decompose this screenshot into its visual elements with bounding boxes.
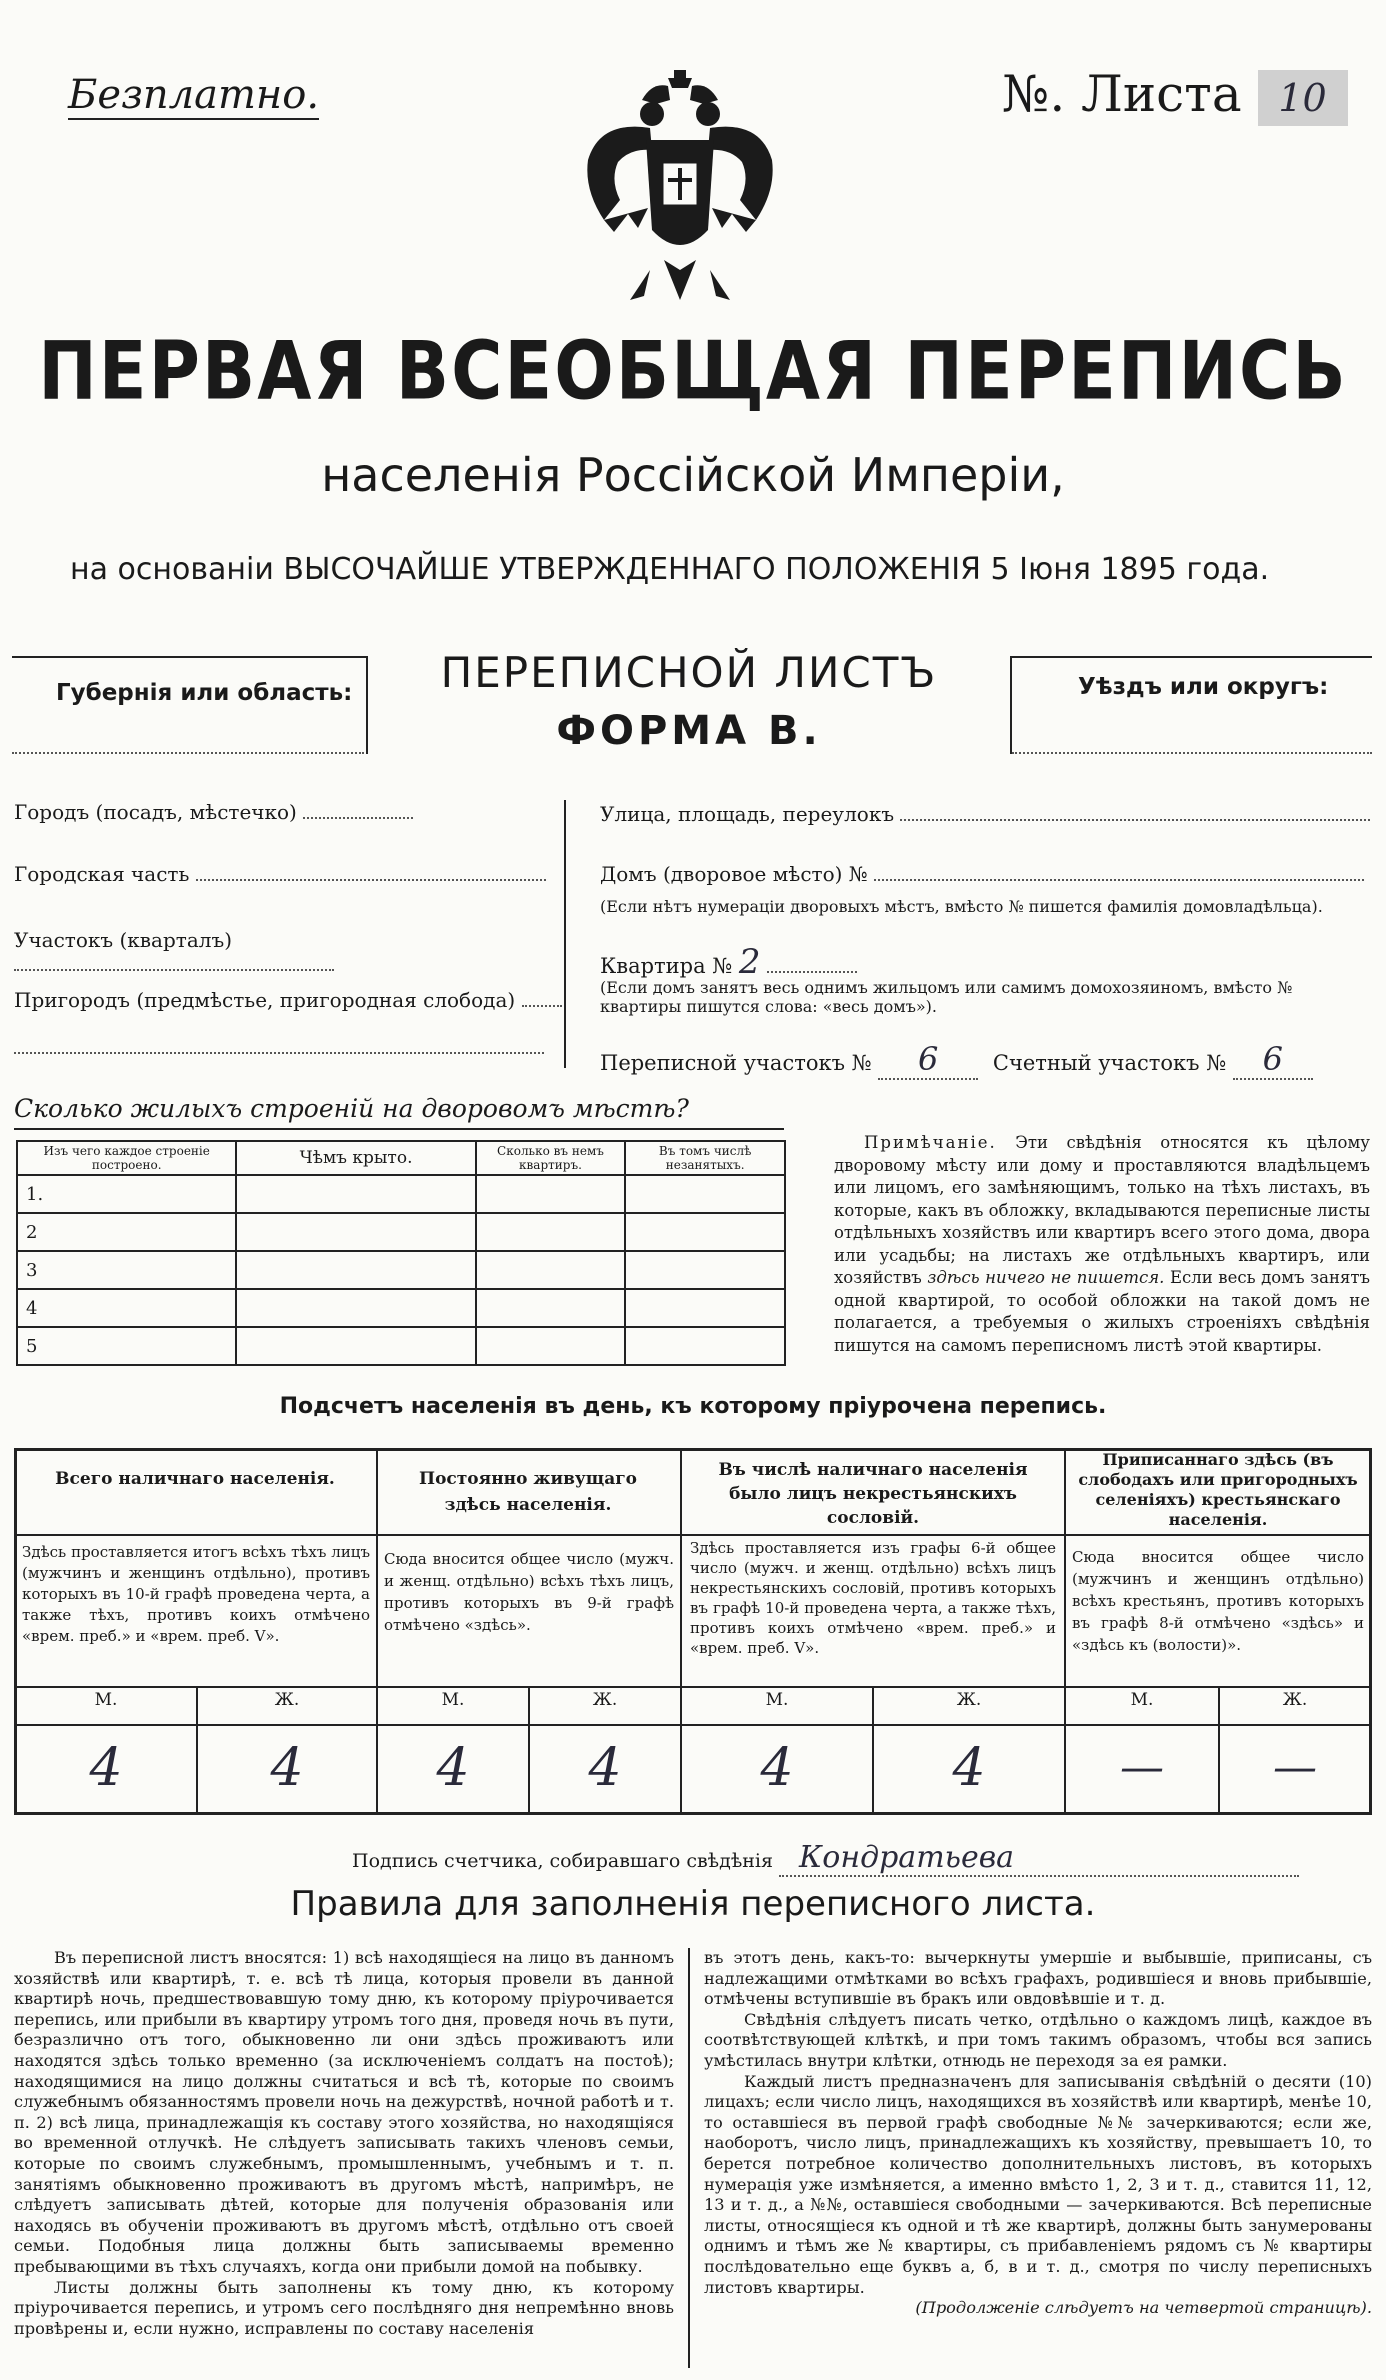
- rules-left-para-2: Листы должны быть заполнены къ тому дню, къ которому пріурочивается перепись, и утромъ сего послѣдняго дня непремѣнно вновь провѣрены и, если нужно, исправлены по составу населенія: [14, 2277, 674, 2338]
- count-section-value: 6: [1233, 1040, 1313, 1080]
- rules-title: Правила для заполненія переписного листа.: [290, 1884, 1096, 1924]
- note-label: Примѣчаніе.: [864, 1133, 997, 1152]
- pop-col-2-m-label: М.: [441, 1690, 465, 1710]
- district-field[interactable]: [1012, 752, 1372, 754]
- table-row[interactable]: [17, 1175, 785, 1213]
- rules-right-para-1: въ этотъ день, какъ-то: вычеркнуты умершіе и выбывшіе, приписаны, съ надлежащими отмѣтками во всѣхъ графахъ, родившіеся и вновь прибывшіе, отмѣчены вступившіе въ бракъ или овдовѣвшіе и т. д.: [704, 1948, 1372, 2009]
- pop-col-4-m-label: М.: [1130, 1690, 1154, 1710]
- pop-col-3-f-value: 4: [952, 1738, 986, 1798]
- city-label: Городъ (посадъ, мѣстечко): [14, 800, 297, 824]
- rules-continued: (Продолженіе слѣдуетъ на четвертой страницѣ).: [915, 2298, 1372, 2318]
- suburb-field[interactable]: [14, 1052, 544, 1054]
- province-label: Губернія или область:: [56, 680, 353, 706]
- census-section-label: Переписной участокъ №: [600, 1051, 872, 1075]
- pop-col-3-heading: Въ числѣ наличнаго населенія было лицъ некрестьянскихъ сословій.: [718, 1460, 1028, 1528]
- rules-left-para-1: Въ переписной листъ вносятся: 1) всѣ находящіеся на лицо въ данномъ хозяйствѣ или квартирѣ, т. е. всѣ тѣ лица, которыя провели въ данной квартирѣ ночь, предшествовавшую тому дню, къ которому пріурочивается перепись, или прибыли въ квартиру утромъ того дня, проведя ночь въ пути, безразлично отъ того, обыкновенно ли они здѣсь проживаютъ или находятся здѣсь только временно (за исключеніемъ солдатъ на постоѣ); находящимися на лицо должны считаться и всѣ тѣ, которые по своимъ служебнымъ обязанностямъ провели ночь на дежурствѣ, ночной работѣ и т. п. 2) всѣ лица, принадлежащія къ составу этого хозяйства, но находящіяся во временной отлучкѣ. Не слѣдуетъ записывать такихъ членовъ семьи, которые по своимъ служебнымъ, промышленнымъ, учебнымъ и т. п. занятіямъ обыкновенно проживаютъ въ другомъ мѣстѣ, напримѣръ, не слѣдуетъ записывать дѣтей, которые для полученія образованія или находясь въ обученіи проживаютъ въ другомъ мѣстѣ, отдѣльно отъ своей семьи. Подобныя лица должны быть записываемы временно пребывающими въ тѣхъ случаяхъ, когда они прибыли домой на побывку.: [14, 1948, 674, 2276]
- house-note: (Если нѣтъ нумераціи дворовыхъ мѣстъ, вмѣсто № пишется фамилія домовладѣльца).: [600, 897, 1323, 916]
- decree-basis: на основаніи ВЫСОЧАЙШЕ УТВЕРЖДЕННАГО ПОЛОЖЕНІЯ 5 Іюня 1895 года.: [70, 552, 1270, 587]
- pop-col-2-heading: Постоянно живущаго здѣсь населенія.: [419, 1469, 637, 1515]
- pop-col-3-f-label: Ж.: [956, 1690, 982, 1710]
- apartment-value: 2: [738, 942, 761, 982]
- free-label: Безплатно.: [68, 72, 320, 118]
- col-vacant: Въ томъ числѣ незанятыхъ.: [625, 1141, 785, 1175]
- pop-col-4-f-value: —: [1273, 1742, 1317, 1793]
- house-line[interactable]: [600, 862, 1370, 886]
- suburb-label: Пригородъ (предмѣстье, пригородная слобода): [14, 988, 516, 1012]
- form-type: ФОРМА В.: [556, 708, 822, 754]
- pop-col-4-heading: Приписаннаго здѣсь (въ слободахъ или пригородныхъ селеніяхъ) крестьянскаго населенія.: [1078, 1450, 1358, 1529]
- count-section-label: Счетный участокъ №: [992, 1051, 1227, 1075]
- signature-value: Кондратьева: [779, 1840, 1299, 1877]
- col-apartments: Сколько въ немъ квартиръ.: [476, 1141, 626, 1175]
- precinct-line[interactable]: [14, 928, 550, 976]
- pop-col-4-desc: Сюда вносится общее число (мужчинъ и женщинъ отдѣльно) всѣхъ крестьянъ, противъ которыхъ въ графѣ 8-й отмѣчено «здѣсь» и «здѣсь къ (волости)».: [1072, 1548, 1364, 1654]
- pop-col-1-f-label: Ж.: [274, 1690, 300, 1710]
- pop-col-3-desc: Здѣсь проставляется изъ графы 6-й общее число (мужч. и женщ. отдѣльно) всѣхъ лицъ некрестьянскихъ сословій, противъ которыхъ въ графѣ 10-й проведена черта, а также тѣхъ, противъ коихъ отмѣчено «врем. преб.» и «врем. преб. V».: [690, 1539, 1056, 1657]
- note-block: [834, 1132, 1370, 1357]
- pop-col-4-m-value: —: [1120, 1742, 1164, 1793]
- pop-col-2-f-value: 4: [588, 1738, 622, 1798]
- row-number: 1.: [17, 1175, 236, 1213]
- rules-right-column: [704, 1948, 1372, 2319]
- buildings-question: Сколько жилыхъ строеній на дворовомъ мѣстѣ?: [14, 1094, 689, 1123]
- pop-col-3-m-label: М.: [765, 1690, 789, 1710]
- pop-col-4-f-label: Ж.: [1282, 1690, 1308, 1710]
- rules-left-column: [14, 1948, 674, 2339]
- sheet-number-value: 10: [1258, 70, 1348, 126]
- row-number: 3: [17, 1251, 236, 1289]
- table-row[interactable]: [17, 1289, 785, 1327]
- row-number: 4: [17, 1289, 236, 1327]
- pop-col-1-m-value: 4: [89, 1738, 123, 1798]
- city-line[interactable]: [14, 800, 550, 824]
- buildings-table: [16, 1140, 786, 1366]
- census-section-value: 6: [878, 1040, 978, 1080]
- page-title: ПЕРВАЯ ВСЕОБЩАЯ ПЕРЕПИСЬ: [38, 323, 1348, 419]
- form-title: ПЕРЕПИСНОЙ ЛИСТЪ: [440, 648, 938, 697]
- note-text-em: здѣсь ничего не пишется.: [927, 1268, 1165, 1287]
- pop-col-2-f-label: Ж.: [592, 1690, 618, 1710]
- pop-col-1-f-value: 4: [270, 1738, 304, 1798]
- note-text-a: Эти свѣдѣнія относятся къ цѣлому дворовому мѣсту или дому и проставляются владѣльцемъ или лицомъ, его замѣняющимъ, только на тѣхъ листахъ, въ которые, какъ въ обложку, вкладываются переписные листы отдѣльныхъ хозяйствъ или квартиръ всего этого дома, двора или усадьбы; на листахъ же отдѣльныхъ квартиръ, или хозяйствъ: [834, 1133, 1370, 1287]
- province-field[interactable]: [12, 752, 364, 754]
- house-label: Домъ (дворовое мѣсто) №: [600, 862, 868, 886]
- imperial-eagle-emblem: [580, 70, 780, 320]
- precinct-label: Участокъ (кварталъ): [14, 928, 232, 952]
- apartment-label: Квартира №: [600, 954, 733, 978]
- pop-col-1-desc: Здѣсь проставляется итогъ всѣхъ тѣхъ лицъ (мужчинъ и женщинъ отдѣльно), противъ которыхъ въ 10-й графѣ проведена черта, а также тѣхъ, противъ коихъ отмѣчено «врем. преб.» и «врем. преб. V».: [22, 1543, 370, 1645]
- col-material: Изъ чего каждое строеніе построено.: [17, 1141, 236, 1175]
- pop-col-3-m-value: 4: [760, 1738, 794, 1798]
- row-number: 5: [17, 1327, 236, 1365]
- sheet-number-label: №. Листа: [1002, 65, 1242, 123]
- pop-col-2-m-value: 4: [436, 1738, 470, 1798]
- suburb-line[interactable]: [14, 988, 550, 1012]
- signature-line[interactable]: [352, 1840, 1299, 1877]
- note-text-b: Если весь домъ занятъ одной квартирой, то особой обложки на такой домъ не полагается, а требуемыя о жилыхъ строеніяхъ свѣдѣнія пишутся на самомъ переписномъ листѣ этой квартиры.: [834, 1268, 1370, 1355]
- city-part-line[interactable]: [14, 862, 550, 886]
- table-row[interactable]: [17, 1327, 785, 1365]
- signature-label: Подпись счетчика, собиравшаго свѣдѣнія: [352, 1850, 773, 1872]
- table-row[interactable]: [17, 1251, 785, 1289]
- rules-right-para-3: Каждый листъ предназначенъ для записыванія свѣдѣній о десяти (10) лицахъ; если число лицъ, находящихся въ хозяйствѣ или квартирѣ, менѣе 10, то оставшіеся въ первой графѣ свободные №№ зачеркиваются; если же, наоборотъ, число лицъ, принадлежащихъ къ хозяйству, превышаетъ 10, то берется потребное количество дополнительныхъ листовъ, въ которыхъ нумерація уже измѣняется, а именно вмѣсто 1, 2, 3 и т. д., ставится 11, 12, 13 и т. д., а №№, оставшіеся свободными — зачеркиваются. Всѣ переписные листы, относящіеся къ одной и тѣ же квартирѣ, должны быть занумерованы однимъ и тѣмъ же № квартиры, съ прибавленіемъ рядомъ съ № квартиры послѣдовательно еще буквъ а, б, в и т. д., смотря по числу переписныхъ листовъ квартиры.: [704, 2071, 1372, 2297]
- city-part-label: Городская часть: [14, 862, 190, 886]
- page-subtitle: населенія Россійской Имперіи,: [321, 448, 1065, 502]
- row-number: 2: [17, 1213, 236, 1251]
- apartment-line[interactable]: [600, 942, 1370, 982]
- population-title: Подсчетъ населенія въ день, къ которому пріурочена перепись.: [279, 1394, 1107, 1419]
- pop-col-1-heading: Всего наличнаго населенія.: [55, 1469, 335, 1489]
- pop-col-1-m-label: М.: [94, 1690, 118, 1710]
- pop-col-2-desc: Сюда вносится общее число (мужч. и женщ. отдѣльно) всѣхъ тѣхъ лицъ, противъ которыхъ въ 9-й графѣ отмѣчено «здѣсь».: [384, 1550, 674, 1634]
- rules-right-para-2: Свѣдѣнія слѣдуетъ писать четко, отдѣльно о каждомъ лицѣ, каждое въ соотвѣтствующей клѣткѣ, и при томъ такимъ образомъ, чтобы вся запись умѣстилась внутри клѣтки, отнюдь не переходя за ея рамки.: [704, 2009, 1372, 2070]
- street-label: Улица, площадь, переулокъ: [600, 802, 895, 826]
- census-section-line[interactable]: [600, 1040, 1370, 1080]
- table-row[interactable]: [17, 1213, 785, 1251]
- apartment-note: (Если домъ занятъ весь однимъ жильцомъ или самимъ домохозяиномъ, вмѣсто № квартиры пишутся слова: «весь домъ»).: [600, 978, 1293, 1016]
- street-line[interactable]: [600, 802, 1370, 826]
- district-label: Уѣздъ или округъ:: [1078, 674, 1329, 700]
- sheet-number: [1002, 66, 1348, 126]
- col-roof: Чѣмъ крыто.: [236, 1141, 475, 1175]
